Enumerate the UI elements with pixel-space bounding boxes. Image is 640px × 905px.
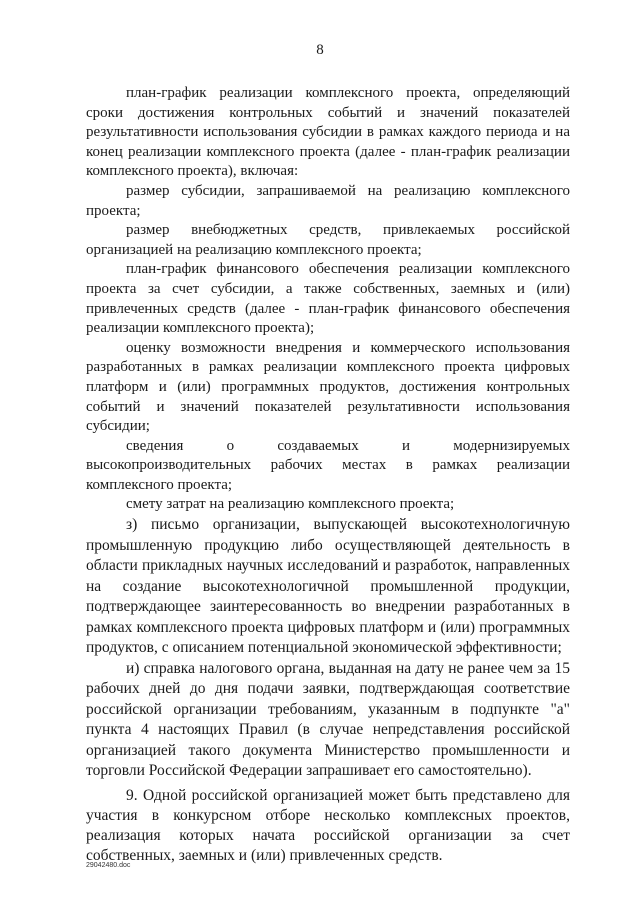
paragraph-cost-estimate: смету затрат на реализацию комплексного проекта; <box>126 496 455 513</box>
paragraph-section-9: 9. Одной российской организацией может быть представлено для участия в конкурсном отборе несколько комплексных проектов, реализация которых начата российской организации за счет собственных, заемных и (или) привлеченных средств. <box>86 786 570 864</box>
paragraph-implementation-assessment: оценку возможности внедрения и коммерческого использования разработанных в рамках реализации комплексного проекта цифровых платформ и (или) программных продуктов, достижения контрольных событий и значений показателей результативности использования субсидии; <box>86 339 570 435</box>
paragraph-subsidy-amount: размер субсидии, запрашиваемой на реализацию комплексного проекта; <box>86 182 570 219</box>
page-number: 8 <box>316 42 324 58</box>
paragraph-workplaces: сведения о создаваемых и модернизируемых высокопроизводительных рабочих местах в рамках реализации комплексного проекта; <box>86 437 570 493</box>
document-body <box>86 84 570 866</box>
paragraph-financing-schedule: план-график финансового обеспечения реализации комплексного проекта за счет субсидии, а также собственных, заемных и (или) привлеченных средств (далее - план-график финансового обеспечения реализации комплексного проекта); <box>86 261 570 337</box>
paragraph-letter: з) письмо организации, выпускающей высокотехнологичную промышленную продукцию либо осуществляющей деятельность в области прикладных научных исследований и разработок, направленных на создание высокотехнологичной промышленной продукции, подтверждающее заинтересованность во внедрении разработанных в рамках комплексного проекта цифровых платформ и (или) программных продуктов, с описанием потенциальной экономической эффективности; <box>86 516 570 657</box>
file-name-footer: 29042480.doc <box>86 862 131 869</box>
paragraph-extrabudgetary-funds: размер внебюджетных средств, привлекаемых российской организацией на реализацию комплексного проекта; <box>86 222 570 258</box>
paragraph-tax-certificate: и) справка налогового органа, выданная на дату не ранее чем за 15 рабочих дней до дня подачи заявки, подтверждающая соответствие российской организации требованиям, указанным в подпункте "а" пункта 4 настоящих Правил (в случае непредставления российской организацией такого документа Министерство промышленности и торговли Российской Федерации запрашивает его самостоятельно). <box>86 659 570 780</box>
paragraph-schedule: план-график реализации комплексного проекта, определяющий сроки достижения контрольных событий и значений показателей результативности использования субсидии в рамках каждого периода и на конец реализации комплексного проекта (далее - план-график реализации комплексного проекта), включая: <box>86 85 570 180</box>
